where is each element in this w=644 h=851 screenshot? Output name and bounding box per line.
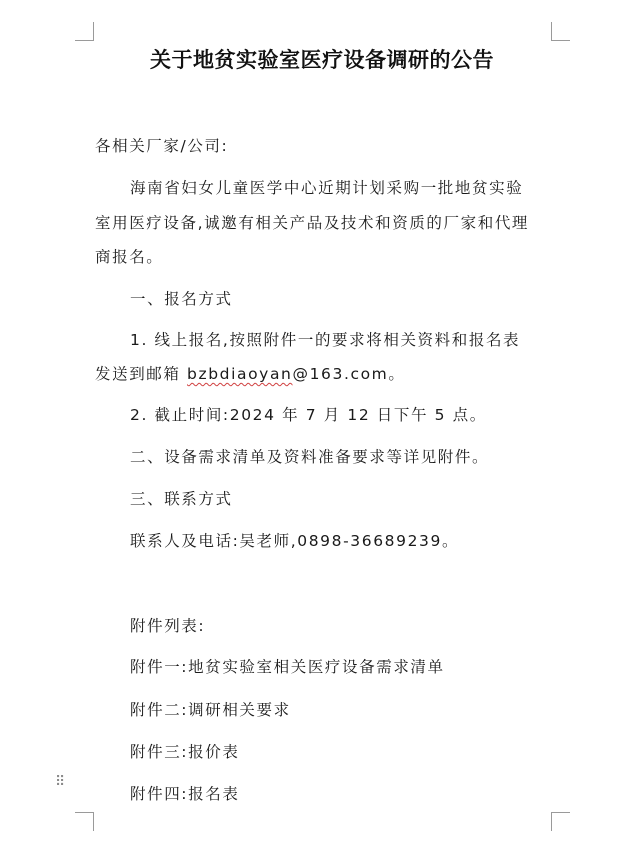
- section-2-heading[interactable]: 二、设备需求清单及资料准备要求等详见附件。: [130, 448, 490, 466]
- item-1-prefix: 发送到邮箱: [95, 365, 188, 383]
- email-address[interactable]: bzbdiaoyan: [187, 365, 293, 383]
- attachment-item[interactable]: 附件二:调研相关要求: [130, 701, 291, 719]
- item-1-line-1[interactable]: 1. 线上报名,按照附件一的要求将相关资料和报名表: [130, 331, 521, 349]
- crop-mark-bottom-right: [551, 812, 570, 831]
- contact-line[interactable]: 联系人及电话:吴老师,0898-36689239。: [130, 532, 460, 550]
- salutation[interactable]: 各相关厂家/公司:: [95, 137, 229, 155]
- crop-mark-top-left: [75, 22, 94, 41]
- crop-mark-top-right: [551, 22, 570, 41]
- attachment-item[interactable]: 附件三:报价表: [130, 743, 240, 761]
- section-1-heading[interactable]: 一、报名方式: [130, 290, 233, 308]
- section-3-heading[interactable]: 三、联系方式: [130, 490, 233, 508]
- document-title: 关于地贫实验室医疗设备调研的公告: [150, 48, 494, 72]
- crop-mark-bottom-left: [75, 812, 94, 831]
- drag-handle-icon[interactable]: ⠿: [55, 774, 65, 790]
- intro-line-2[interactable]: 室用医疗设备,诚邀有相关产品及技术和资质的厂家和代理: [95, 214, 530, 232]
- intro-line-1[interactable]: 海南省妇女儿童医学中心近期计划采购一批地贫实验: [130, 179, 524, 197]
- item-1-suffix: @163.com。: [292, 365, 406, 383]
- attachments-heading[interactable]: 附件列表:: [130, 617, 206, 635]
- attachment-item[interactable]: 附件四:报名表: [130, 785, 240, 803]
- intro-line-3[interactable]: 商报名。: [95, 248, 164, 266]
- attachment-item[interactable]: 附件一:地贫实验室相关医疗设备需求清单: [130, 658, 445, 676]
- item-1-line-2[interactable]: [95, 362, 406, 384]
- item-2[interactable]: 2. 截止时间:2024 年 7 月 12 日下午 5 点。: [130, 406, 487, 424]
